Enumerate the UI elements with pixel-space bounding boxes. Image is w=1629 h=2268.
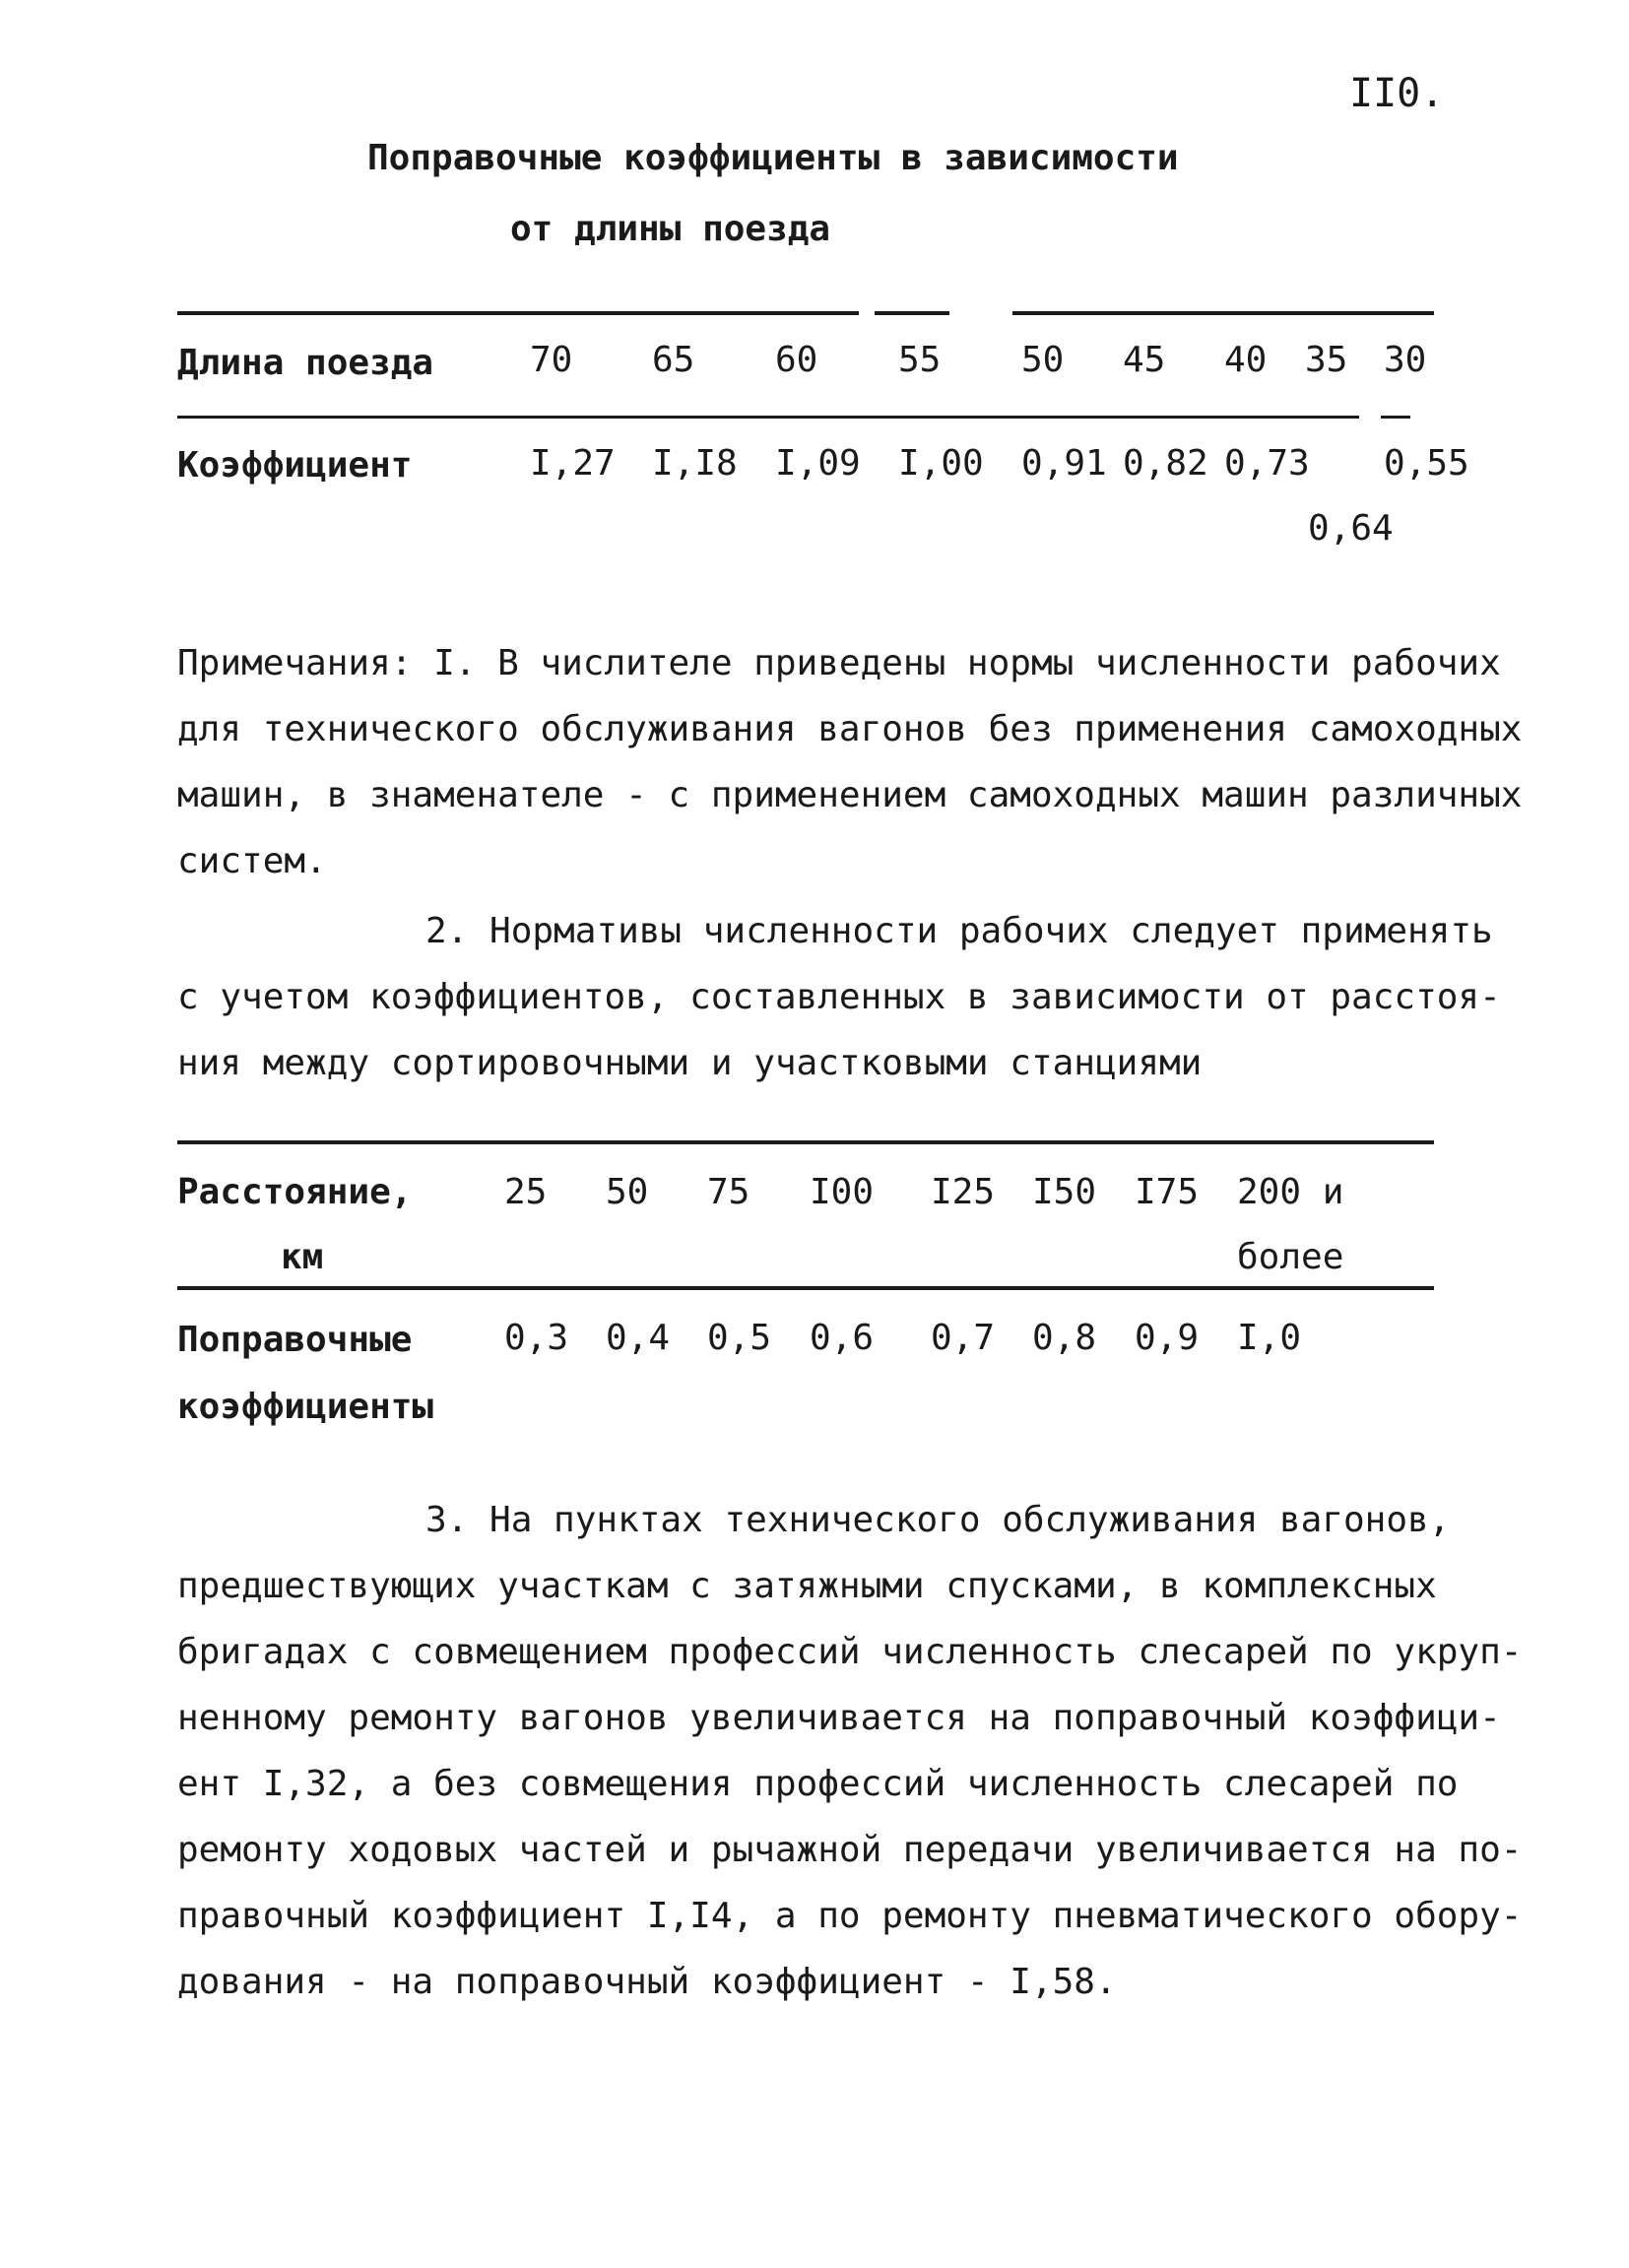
table2-distance-cell: I25 [931,1172,996,1212]
table2-header-label: Расстояние, [177,1172,413,1212]
table1-coefficient-cell: 0,73 [1224,443,1310,484]
note-2-line: с учетом коэффициентов, составленных в зависимости от расстоя- [177,977,1501,1017]
note-3-line: дования - на поправочный коэффициент - I,58. [177,1962,1117,2002]
table1-length-cell: 60 [775,340,818,380]
table1-coefficient-cell: 0,82 [1123,443,1208,484]
note-1 [177,630,1522,894]
table2-coefficient-cell: 0,6 [810,1318,875,1358]
note-2 [177,898,1501,1096]
table1-length-cell: 70 [530,340,573,380]
table1-top-rule-c [1012,311,1434,315]
table1-coefficient-cell: 0,64 [1308,508,1394,549]
table1-length-cell: 55 [898,340,942,380]
table1-length-cell: 65 [652,340,695,380]
table2-coefficient-cell: 0,7 [931,1318,996,1358]
table2-coefficient-cell: 0,5 [707,1318,772,1358]
table1-row-label-length: Длина поезда [177,343,434,383]
table2-distance-cell: 200 и [1237,1172,1344,1212]
table2-coefficient-cell: I,0 [1237,1318,1302,1358]
note-1-line: систем. [177,841,327,881]
title-line-1: Поправочные коэффициенты в зависимости [367,138,1179,178]
table2-coefficient-cell: 0,8 [1032,1318,1097,1358]
table2-row-label: Поправочные [177,1320,413,1360]
table2-row-label-line2: коэффициенты [177,1387,434,1427]
note-1-line: Примечания: I. В числителе приведены нормы численности рабочих [177,643,1501,683]
note-3-line: бригадах с совмещением профессий численность слесарей по укруп- [177,1632,1523,1672]
note-3-line: ненному ремонту вагонов увеличивается на поправочный коэффици- [177,1698,1501,1738]
table2-distance-cell: I50 [1032,1172,1097,1212]
note-3-line: 3. На пунктах технического обслуживания вагонов, [425,1500,1451,1540]
table1-mid-rule [177,416,1359,419]
table1-top-rule-b [875,311,949,315]
table2-mid-rule [177,1286,1434,1290]
title-line-2: от длины поезда [510,209,831,249]
note-3-line: ент I,32, а без совмещения профессий численность слесарей по [177,1764,1459,1804]
table2-distance-cell: I75 [1135,1172,1200,1212]
table1-length-cell: 45 [1123,340,1166,380]
table2-coefficient-cell: 0,9 [1135,1318,1200,1358]
note-2-line: ния между сортировочными и участковыми станциями [177,1043,1203,1083]
table1-coefficient-cell: I,09 [775,443,861,484]
note-3-line: предшествующих участкам с затяжными спусками, в комплексных [177,1566,1437,1606]
table1-length-cell: 40 [1224,340,1268,380]
note-2-line: 2. Нормативы численности рабочих следует применять [425,911,1493,951]
table2-distance-cell: I00 [810,1172,875,1212]
table2-header-label-unit: км [281,1237,324,1277]
page-number: II0. [1349,71,1445,116]
table2-coefficient-cell: 0,3 [504,1318,569,1358]
note-1-line: машин, в знаменателе - с применением самоходных машин различных [177,775,1523,815]
table1-mid-rule-short [1381,416,1410,419]
table1-length-cell: 30 [1384,340,1427,380]
table1-coefficient-cell: 0,55 [1384,443,1469,484]
note-3-line: правочный коэффициент I,I4, а по ремонту пневматического обору- [177,1896,1523,1936]
table1-coefficient-cell: I,I8 [652,443,738,484]
note-3 [177,1487,1522,2015]
table1-coefficient-cell: I,00 [898,443,984,484]
table1-length-cell: 50 [1021,340,1065,380]
table2-distance-cell: 50 [606,1172,649,1212]
table2-distance-cell: 75 [707,1172,750,1212]
table2-distance-cell: 25 [504,1172,548,1212]
table2-distance-cell-line2: более [1237,1237,1344,1277]
table1-top-rule-a [177,311,859,315]
note-1-line: для технического обслуживания вагонов без применения самоходных [177,709,1523,749]
table1-row-label-coefficient: Коэффициент [177,445,413,486]
note-3-line: ремонту ходовых частей и рычажной передачи увеличивается на по- [177,1830,1523,1870]
table1-coefficient-cell: I,27 [530,443,616,484]
table2-coefficient-cell: 0,4 [606,1318,671,1358]
table1-coefficient-cell: 0,91 [1021,443,1107,484]
table2-top-rule [177,1140,1434,1144]
table1-length-cell: 35 [1305,340,1348,380]
